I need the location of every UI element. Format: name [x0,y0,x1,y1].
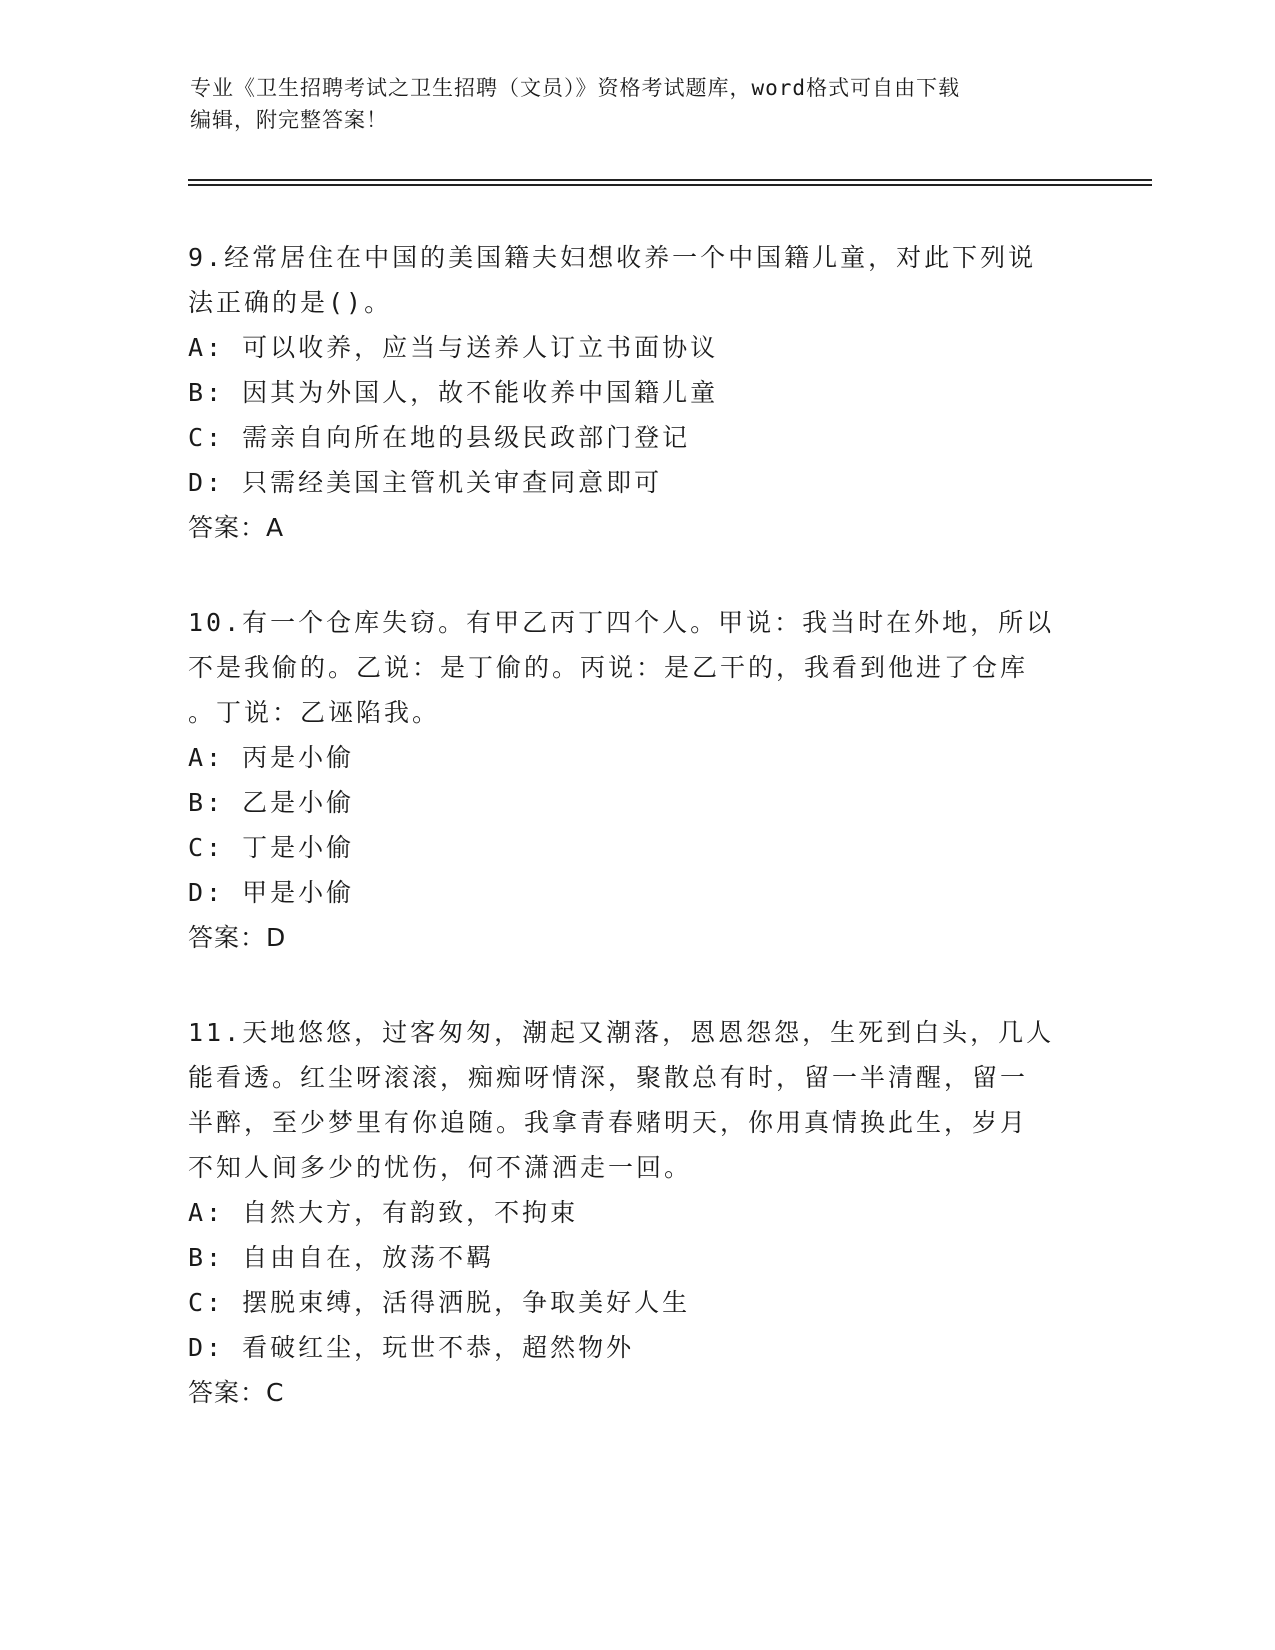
question-stem-line: 11.天地悠悠，过客匆匆，潮起又潮落，恩恩怨怨，生死到白头，几人 [188,1018,1055,1047]
header-divider-top [188,179,1152,181]
option-c: C: 摆脱束缚，活得洒脱，争取美好人生 [188,1288,691,1317]
document-header [190,72,1090,136]
option-c: C: 需亲自向所在地的县级民政部门登记 [188,423,691,452]
header-divider-bottom [188,184,1152,186]
question-stem-line: 半醉，至少梦里有你追随。我拿青春赌明天，你用真情换此生，岁月 [188,1108,1029,1137]
option-a: A: 可以收养，应当与送养人订立书面协议 [188,333,719,362]
option-a: A: 自然大方，有韵致，不拘束 [188,1198,579,1227]
header-line-2: 编辑，附完整答案！ [190,108,388,132]
question-stem-line: 能看透。红尘呀滚滚，痴痴呀情深，聚散总有时，留一半清醒，留一 [188,1063,1029,1092]
question-11 [188,1010,1088,1416]
option-d: D: 看破红尘，玩世不恭，超然物外 [188,1333,635,1362]
option-b: B: 因其为外国人，故不能收养中国籍儿童 [188,378,719,407]
question-stem-line: 9.经常居住在中国的美国籍夫妇想收养一个中国籍儿童，对此下列说 [188,243,1037,272]
answer: 答案：C [188,1378,285,1407]
question-stem-line: 法正确的是()。 [188,288,393,317]
answer: 答案：D [188,923,287,952]
option-d: D: 只需经美国主管机关审查同意即可 [188,468,663,497]
answer: 答案：A [188,513,285,542]
option-b: B: 乙是小偷 [188,788,355,817]
question-9 [188,235,1088,551]
question-10 [188,600,1088,961]
question-stem-line: 不是我偷的。乙说：是丁偷的。丙说：是乙干的，我看到他进了仓库 [188,653,1029,682]
header-line-1: 专业《卫生招聘考试之卫生招聘（文员）》资格考试题库，word格式可自由下载 [190,76,961,100]
option-a: A: 丙是小偷 [188,743,355,772]
question-stem-line: 不知人间多少的忧伤，何不潇洒走一回。 [188,1153,693,1182]
option-d: D: 甲是小偷 [188,878,355,907]
option-b: B: 自由自在，放荡不羁 [188,1243,495,1272]
question-stem-line: 10.有一个仓库失窃。有甲乙丙丁四个人。甲说：我当时在外地，所以 [188,608,1055,637]
option-c: C: 丁是小偷 [188,833,355,862]
question-stem-line: 。丁说：乙诬陷我。 [188,698,441,727]
